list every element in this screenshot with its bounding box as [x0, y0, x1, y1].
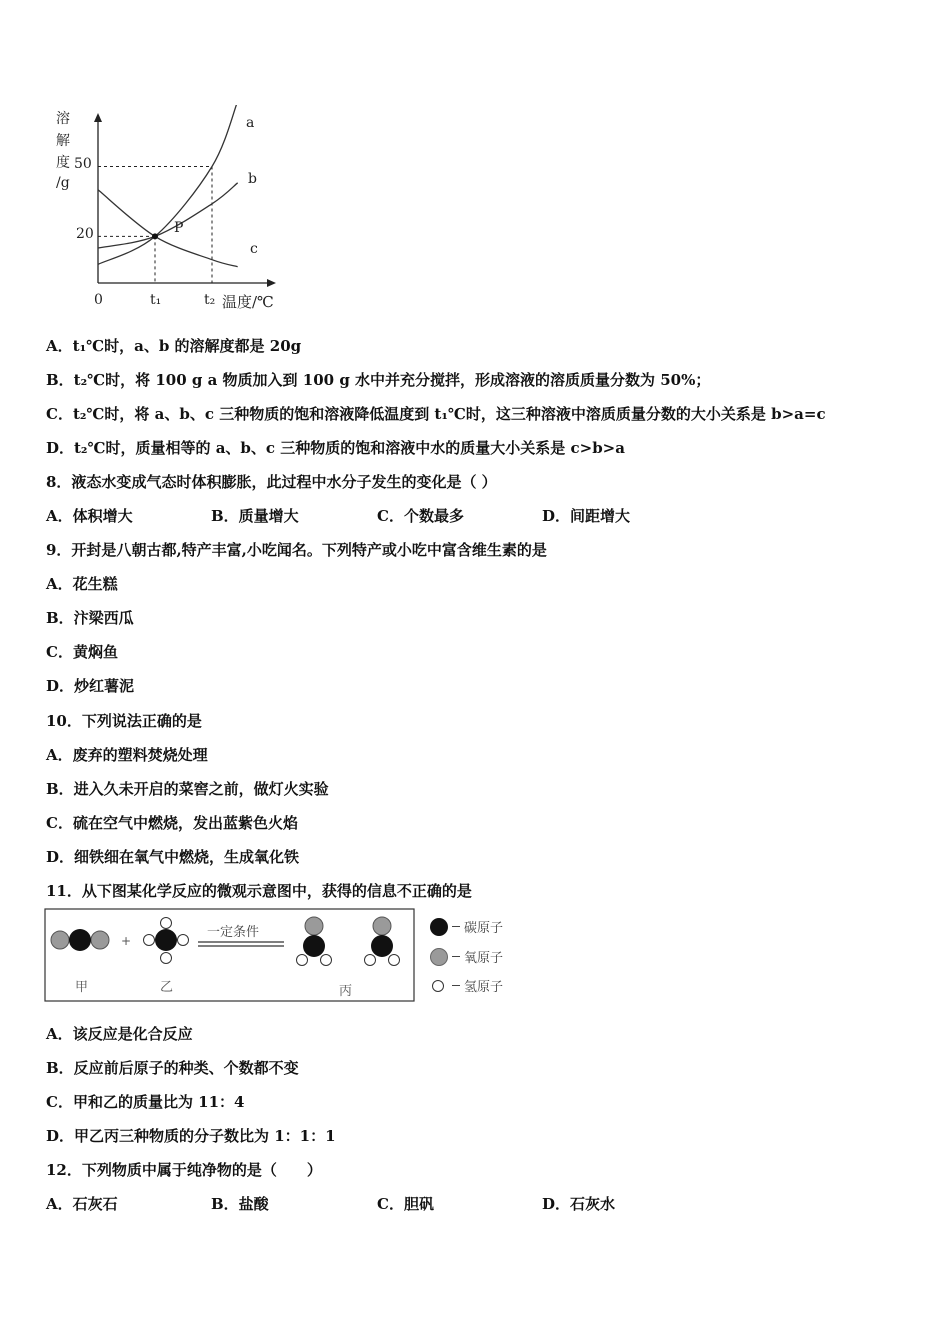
- q9-option-a: A．花生糕: [46, 575, 118, 593]
- q11-option-c: C．甲和乙的质量比为 11：4: [46, 1093, 245, 1111]
- q11-option-d: D．甲乙丙三种物质的分子数比为 1：1：1: [46, 1127, 336, 1145]
- solubility-curve-b: [98, 183, 238, 248]
- point-p-label: P: [174, 220, 184, 236]
- curve-label-b: b: [248, 171, 257, 187]
- solubility-chart: [50, 105, 290, 320]
- q11-option-b: B．反应前后原子的种类、个数都不变: [46, 1059, 299, 1077]
- point-p: [152, 233, 158, 239]
- legend-carbon-label: 碳原子: [464, 921, 504, 936]
- legend-hydrogen: [430, 976, 503, 995]
- q9-stem: 9．开封是八朝古都,特产丰富,小吃闻名。下列特产或小吃中富含维生素的是: [46, 541, 547, 559]
- q8-stem: 8．液态水变成气态时体积膨胀，此过程中水分子发生的变化是（ ）: [46, 473, 497, 491]
- q7-option-c: C．t₂℃时，将 a、b、c 三种物质的饱和溶液降低温度到 t₁℃时，这三种溶液中溶质质量分数的大小关系是 b>a=c: [46, 405, 826, 423]
- q9-option-c: C．黄焖鱼: [46, 643, 118, 661]
- q11-stem: 11．从下图某化学反应的微观示意图中，获得的信息不正确的是: [46, 882, 472, 900]
- q12-option-c: C．胆矾: [377, 1195, 434, 1213]
- solubility-curve-a: [98, 105, 238, 264]
- q12-stem: 12．下列物质中属于纯净物的是（ ）: [46, 1161, 322, 1179]
- q10-option-a: A．废弃的塑料焚烧处理: [46, 746, 208, 764]
- label-yi: 乙: [160, 980, 174, 995]
- y-axis-label-char-2: 解: [56, 133, 70, 149]
- carbon-atom-icon: [430, 918, 448, 936]
- q7-option-d: D．t₂℃时，质量相等的 a、b、c 三种物质的饱和溶液中水的质量大小关系是 c>b>a: [46, 439, 625, 457]
- legend-dash: [452, 926, 460, 927]
- molecule-yi: [144, 918, 189, 964]
- q8-option-d: D．间距增大: [542, 507, 631, 525]
- curve-label-c: c: [250, 241, 258, 257]
- reaction-diagram: [44, 908, 416, 1004]
- q10-option-c: C．硫在空气中燃烧，发出蓝紫色火焰: [46, 814, 298, 832]
- q8-option-a: A．体积增大: [46, 507, 133, 525]
- reaction-frame: [45, 909, 414, 1001]
- y-tick-label-20: 20: [76, 226, 94, 242]
- q8-option-c: C．个数最多: [377, 507, 464, 525]
- q7-option-a: A．t₁℃时，a、b 的溶解度都是 20g: [46, 337, 302, 355]
- legend-dash: [452, 956, 460, 957]
- q11-option-a: A．该反应是化合反应: [46, 1025, 193, 1043]
- q12-option-d: D．石灰水: [542, 1195, 616, 1213]
- q10-stem: 10．下列说法正确的是: [46, 712, 202, 730]
- reaction-condition: 一定条件: [207, 925, 260, 940]
- y-axis-label-char-1: 溶: [56, 111, 70, 127]
- y-axis-arrow: [94, 113, 102, 122]
- curve-label-a: a: [246, 115, 255, 131]
- molecule-bing-2: [365, 917, 400, 966]
- oxygen-atom-icon: [430, 948, 448, 966]
- x-tick-label-t1: t₁: [150, 292, 162, 308]
- legend-oxygen: [430, 947, 503, 966]
- q7-option-b: B．t₂℃时，将 100 g a 物质加入到 100 g 水中并充分搅拌，形成溶液的溶质质量分数为 50%；: [46, 371, 711, 389]
- q12-option-b: B．盐酸: [211, 1195, 269, 1213]
- y-axis-label-char-4: /g: [56, 175, 70, 191]
- x-axis-label: 温度/℃: [222, 293, 274, 311]
- origin-label: 0: [94, 292, 103, 308]
- q9-option-b: B．汴梁西瓜: [46, 609, 134, 627]
- q10-option-d: D．细铁细在氧气中燃烧，生成氧化铁: [46, 848, 300, 866]
- q9-option-d: D．炒红薯泥: [46, 677, 135, 695]
- legend-dash: [452, 985, 460, 986]
- legend-oxygen-label: 氧原子: [464, 951, 504, 966]
- plus-sign: +: [121, 934, 132, 948]
- molecule-jia: [51, 929, 109, 951]
- q10-option-b: B．进入久未开启的菜窖之前，做灯火实验: [46, 780, 329, 798]
- y-tick-label-50: 50: [74, 156, 92, 172]
- x-tick-label-t2: t₂: [204, 292, 216, 308]
- q8-option-b: B．质量增大: [211, 507, 299, 525]
- x-axis-arrow: [267, 279, 276, 287]
- legend-hydrogen-label: 氢原子: [464, 980, 504, 995]
- label-jia: 甲: [75, 980, 89, 995]
- molecule-bing-1: [297, 917, 332, 966]
- legend-carbon: [430, 917, 503, 936]
- q12-option-a: A．石灰石: [46, 1195, 118, 1213]
- label-bing: 丙: [339, 984, 353, 999]
- hydrogen-atom-icon: [432, 980, 444, 992]
- y-axis-label-char-3: 度: [56, 155, 70, 171]
